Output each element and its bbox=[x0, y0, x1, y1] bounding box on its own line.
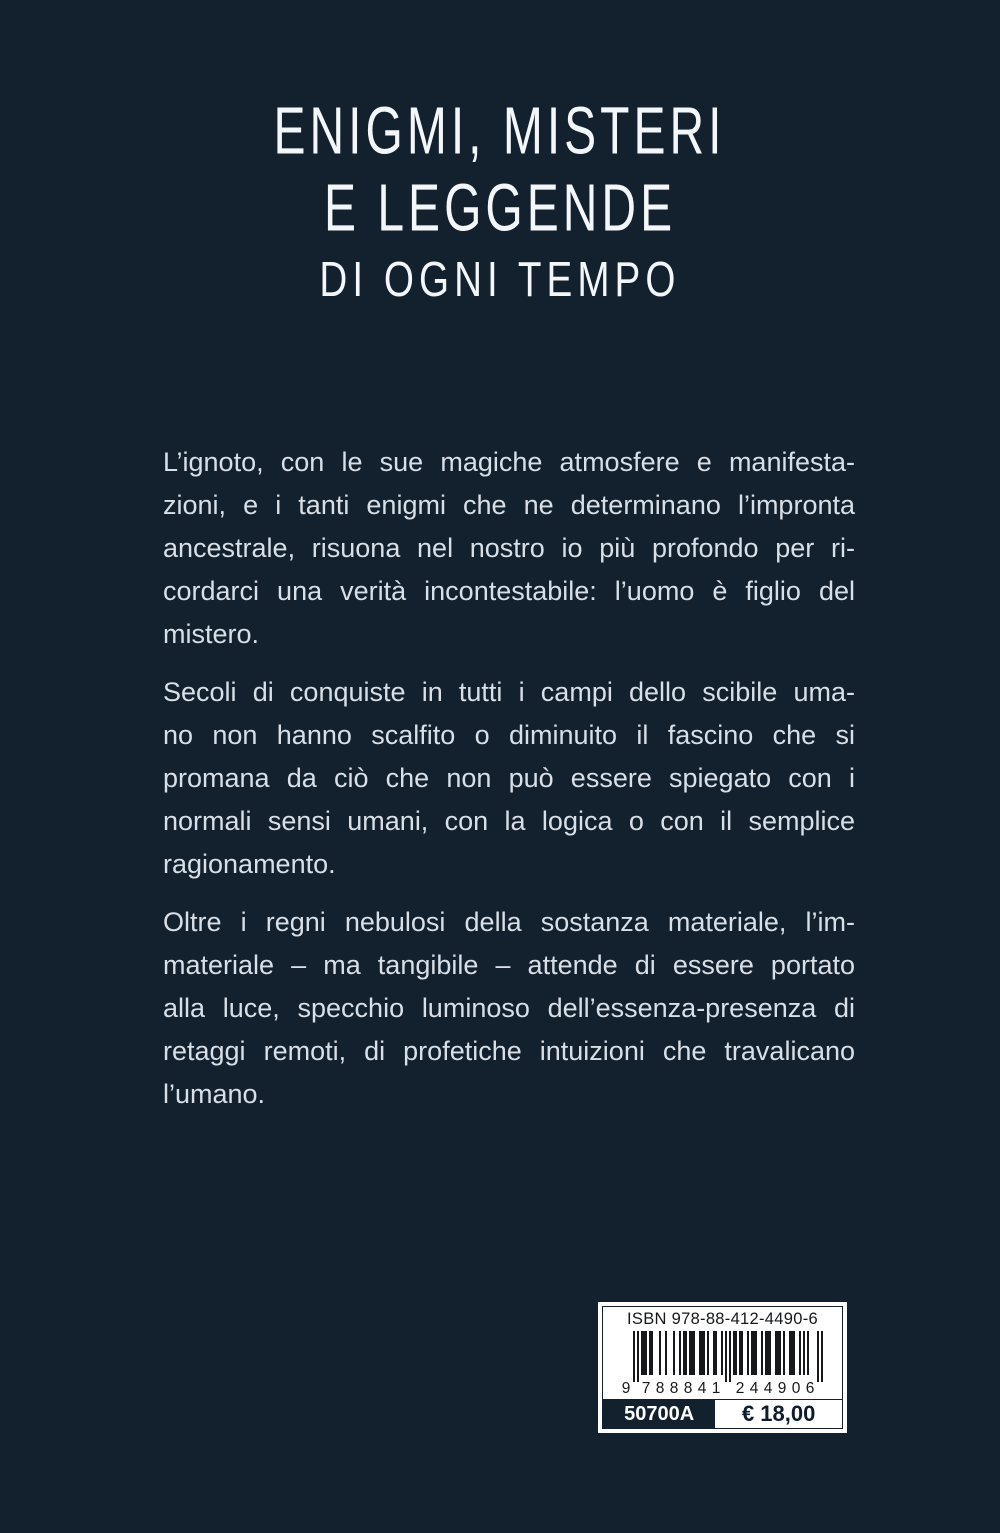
blurb-line: retaggi remoti, di profetiche intuizioni che travalicano bbox=[163, 1036, 855, 1066]
title-text-1: ENIGMI, MISTERI bbox=[273, 92, 727, 169]
title-line-1 bbox=[0, 92, 1000, 169]
edition-code-badge: 50700A bbox=[603, 1400, 715, 1428]
blurb-line: alla luce, specchio luminoso dell’essenza-presenza di bbox=[163, 993, 855, 1023]
title-line-3 bbox=[0, 248, 1000, 310]
barcode-digit: 9 bbox=[777, 1380, 786, 1395]
blurb-line: cordarci una verità incontestabile: l’uomo è figlio del bbox=[163, 576, 855, 606]
blurb-line: Oltre i regni nebulosi della sostanza materiale, l’im- bbox=[163, 907, 855, 937]
paragraph-1 bbox=[163, 441, 855, 656]
barcode-digit: 4 bbox=[763, 1380, 772, 1395]
title-text-3: DI OGNI TEMPO bbox=[319, 251, 681, 307]
ean-barcode-wrap bbox=[603, 1329, 842, 1399]
blurb-line: ragionamento. bbox=[163, 849, 336, 879]
title-line-2 bbox=[0, 169, 1000, 246]
barcode-digit: 8 bbox=[655, 1380, 664, 1395]
blurb-line: mistero. bbox=[163, 619, 260, 649]
barcode-digit: 7 bbox=[641, 1380, 650, 1395]
barcode-digit: 0 bbox=[791, 1380, 800, 1395]
blurb-line: no non hanno scalfito o diminuito il fascino che si bbox=[163, 720, 855, 750]
barcode-bottom-row bbox=[603, 1399, 842, 1428]
paragraph-2 bbox=[163, 671, 855, 886]
paragraph-3 bbox=[163, 901, 855, 1116]
blurb-line: zioni, e i tanti enigmi che ne determinano l’impronta bbox=[163, 490, 855, 520]
barcode-digit: 6 bbox=[805, 1380, 814, 1395]
blurb-line: L’ignoto, con le sue magiche atmosfere e manifesta- bbox=[163, 447, 855, 477]
blurb-line: promana da ciò che non può essere spiegato con i bbox=[163, 763, 855, 793]
title-block bbox=[0, 92, 1000, 310]
ean-barcode bbox=[620, 1331, 826, 1395]
blurb bbox=[163, 441, 855, 1131]
price-badge: € 18,00 bbox=[715, 1400, 842, 1428]
barcode-digit: 9 bbox=[621, 1380, 630, 1395]
barcode-digit: 8 bbox=[683, 1380, 692, 1395]
title-text-2: E LEGGENDE bbox=[323, 169, 677, 246]
blurb-line: normali sensi umani, con la logica o con il semplice bbox=[163, 806, 855, 836]
blurb-line: materiale – ma tangibile – attende di essere portato bbox=[163, 950, 855, 980]
barcode-digit: 8 bbox=[669, 1380, 678, 1395]
isbn-label: ISBN 978-88-412-4490-6 bbox=[627, 1310, 818, 1328]
blurb-line: l’umano. bbox=[163, 1079, 266, 1109]
barcode-frame bbox=[602, 1306, 843, 1429]
barcode-digit: 1 bbox=[711, 1380, 720, 1395]
blurb-line: Secoli di conquiste in tutti i campi dello scibile uma- bbox=[163, 677, 855, 707]
barcode-panel bbox=[598, 1302, 847, 1433]
barcode-digit: 4 bbox=[697, 1380, 706, 1395]
blurb-line: ancestrale, risuona nel nostro io più profondo per ri- bbox=[163, 533, 855, 563]
barcode-digit: 2 bbox=[735, 1380, 744, 1395]
barcode-digit: 4 bbox=[749, 1380, 758, 1395]
